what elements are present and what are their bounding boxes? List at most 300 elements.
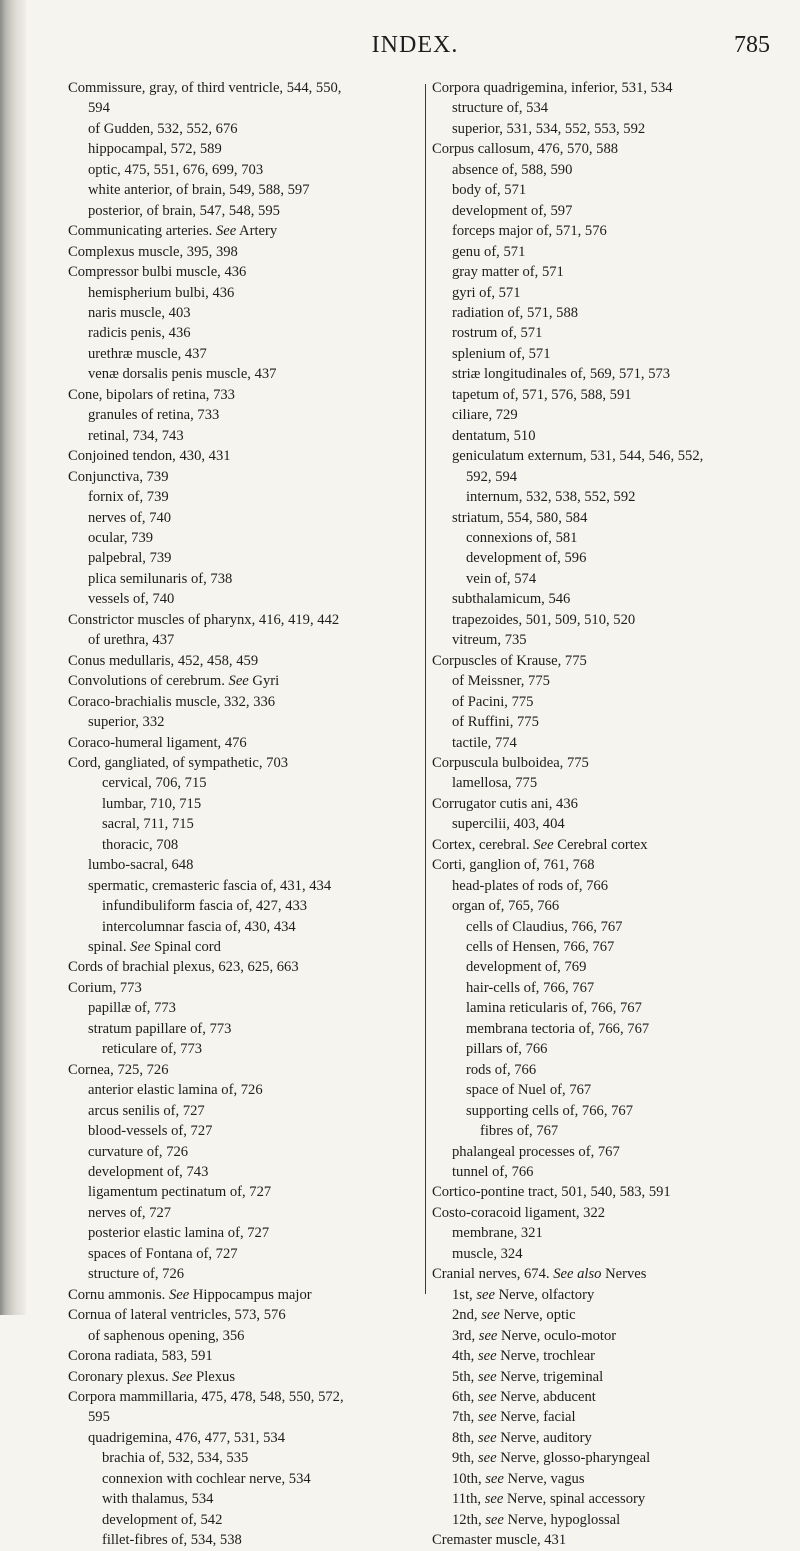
index-entry <box>68 283 416 303</box>
index-entry-text: intercolumnar fascia of, 430, 434 <box>102 918 296 935</box>
index-entry-text: granules of retina, 733 <box>88 407 220 424</box>
index-entry <box>68 528 416 548</box>
index-entry <box>432 364 788 384</box>
index-entry-text: phalangeal processes of, 767 <box>452 1143 620 1160</box>
index-entry <box>68 508 416 528</box>
index-entry <box>68 405 416 425</box>
index-entry <box>432 733 788 753</box>
index-entry <box>432 119 788 139</box>
index-entry-text: Corrugator cutis ani, 436 <box>432 795 578 812</box>
index-entry-text: organ of, 765, 766 <box>452 898 560 915</box>
index-entry <box>432 651 788 671</box>
index-entry <box>68 1019 416 1039</box>
cross-reference-target: Cerebral cortex <box>553 836 648 853</box>
index-entry-text: with thalamus, 534 <box>102 1491 214 1508</box>
index-entry <box>68 733 416 753</box>
index-entry-text: Constrictor muscles of pharynx, 416, 419, 442 <box>68 611 340 628</box>
index-entry <box>68 98 416 118</box>
index-entry <box>68 1530 416 1550</box>
index-entry <box>432 855 788 875</box>
index-entry-text: hair-cells of, 766, 767 <box>466 979 595 996</box>
index-entry <box>432 1264 788 1284</box>
index-entry-text: connexions of, 581 <box>466 529 578 546</box>
index-entry-text: stratum papillare of, 773 <box>88 1020 232 1037</box>
index-entry-text: pillars of, 766 <box>466 1041 548 1058</box>
index-entry <box>432 446 788 466</box>
index-entry <box>432 712 788 732</box>
index-entry-text: Corpora mammillaria, 475, 478, 548, 550, 572, <box>68 1389 344 1405</box>
index-entry-text: Cornua of lateral ventricles, 573, 576 <box>68 1307 286 1324</box>
index-entry <box>432 1244 788 1264</box>
index-entry <box>68 651 416 671</box>
index-entry-text: Cornu ammonis. <box>68 1286 169 1303</box>
index-entry-text: striæ longitudinales of, 569, 571, 573 <box>452 366 671 383</box>
index-entry-text: Convolutions of cerebrum. <box>68 673 229 690</box>
index-entry <box>68 1387 416 1407</box>
index-entry <box>432 978 788 998</box>
index-entry <box>432 589 788 609</box>
index-entry <box>68 1080 416 1100</box>
cross-reference-see: See also <box>553 1266 602 1283</box>
index-entry <box>68 1182 416 1202</box>
index-entry-text: retinal, 734, 743 <box>88 427 184 444</box>
index-entry-text: 12th, <box>452 1511 486 1528</box>
index-entry <box>432 1428 788 1448</box>
index-entry-text: membrane, 321 <box>452 1225 543 1242</box>
index-entry-text: Corti, ganglion of, 761, 768 <box>432 857 595 874</box>
index-entry <box>432 262 788 282</box>
index-entry <box>68 1469 416 1489</box>
index-entry <box>432 467 788 487</box>
index-entry <box>68 937 416 957</box>
index-entry <box>68 1285 416 1305</box>
index-entry-text: Conus medullaris, 452, 458, 459 <box>68 652 259 669</box>
index-entry <box>432 1223 788 1243</box>
index-entry <box>432 385 788 405</box>
index-entry <box>432 180 788 200</box>
index-entry <box>432 1101 788 1121</box>
cross-reference-target: Nerve, trochlear <box>496 1348 596 1365</box>
index-entry-text: 10th, <box>452 1470 486 1487</box>
index-entry-text: spinal. <box>88 939 131 956</box>
index-entry <box>68 1510 416 1530</box>
index-entry-text: Cremaster muscle, 431 <box>432 1532 567 1549</box>
cross-reference-target: Nerve, spinal accessory <box>503 1491 646 1508</box>
index-entry-text: tactile, 774 <box>452 734 517 751</box>
index-entry <box>68 119 416 139</box>
index-entry <box>68 385 416 405</box>
index-entry-text: posterior, of brain, 547, 548, 595 <box>88 202 280 219</box>
index-entry-text: plica semilunaris of, 738 <box>88 570 233 587</box>
index-entry-text: splenium of, 571 <box>452 345 551 362</box>
index-entry-text: vein of, 574 <box>466 570 537 587</box>
cross-reference-see: see <box>477 1389 497 1405</box>
index-entry <box>68 876 416 896</box>
index-entry-text: posterior elastic lamina of, 727 <box>88 1225 270 1242</box>
index-entry <box>432 1060 788 1080</box>
index-entry <box>68 1101 416 1121</box>
index-entry-text: Corona radiata, 583, 591 <box>68 1348 213 1365</box>
index-entry-text: internum, 532, 538, 552, 592 <box>466 489 636 506</box>
index-entry-text: thoracic, 708 <box>102 836 179 853</box>
index-entry-text: fibres of, 767 <box>480 1123 559 1140</box>
index-entry-text: structure of, 726 <box>88 1266 185 1283</box>
index-entry <box>68 1407 416 1427</box>
index-entry <box>432 1469 788 1489</box>
index-entry-text: urethræ muscle, 437 <box>88 345 207 362</box>
index-entry-text: quadrigemina, 476, 477, 531, 534 <box>88 1429 285 1446</box>
index-entry <box>432 1182 788 1202</box>
index-entry-text: spermatic, cremasteric fascia of, 431, 434 <box>88 877 332 894</box>
cross-reference-see: See <box>168 1286 190 1303</box>
index-entry-text: nerves of, 740 <box>88 509 172 526</box>
index-entry-text: anterior elastic lamina of, 726 <box>88 1082 263 1099</box>
book-spine-shadow <box>0 0 26 1315</box>
index-entry-text: nerves of, 727 <box>88 1204 172 1221</box>
cross-reference-target: Nerve, hypoglossal <box>503 1511 621 1528</box>
index-entry-text: fillet-fibres of, 534, 538 <box>102 1532 242 1549</box>
index-entry-text: spaces of Fontana of, 727 <box>88 1245 238 1262</box>
index-entry-text: dentatum, 510 <box>452 427 536 444</box>
index-entry <box>432 692 788 712</box>
index-entry-text: development of, 743 <box>88 1164 209 1181</box>
index-entry-text: Cortex, cerebral. <box>432 836 534 853</box>
index-entry-text: gyri of, 571 <box>452 284 521 301</box>
cross-reference-see: See <box>130 939 151 956</box>
index-entry-text: brachia of, 532, 534, 535 <box>102 1450 249 1467</box>
cross-reference-target: Artery <box>236 223 278 240</box>
index-entry-text: subthalamicum, 546 <box>452 591 571 608</box>
cross-reference-target: Nerve, auditory <box>496 1429 592 1446</box>
index-entry-text: of Meissner, 775 <box>452 673 550 690</box>
index-entry <box>432 630 788 650</box>
index-entry <box>432 1080 788 1100</box>
index-entry <box>432 835 788 855</box>
index-entry <box>432 957 788 977</box>
index-entry <box>432 508 788 528</box>
index-entry <box>432 303 788 323</box>
index-entry-text: body of, 571 <box>452 182 527 199</box>
index-entry <box>432 283 788 303</box>
index-entry <box>432 1203 788 1223</box>
index-entry <box>68 630 416 650</box>
index-entry <box>68 1448 416 1468</box>
index-entry <box>68 1162 416 1182</box>
index-entry <box>432 1346 788 1366</box>
index-entry-text: Coraco-brachialis muscle, 332, 336 <box>68 693 276 710</box>
index-entry <box>68 712 416 732</box>
index-entry-text: lamina reticularis of, 766, 767 <box>466 1000 642 1017</box>
index-entry-text: development of, 596 <box>466 550 587 567</box>
index-entry <box>432 98 788 118</box>
index-entry <box>68 998 416 1018</box>
index-entry <box>68 1428 416 1448</box>
index-entry-text: 8th, <box>452 1429 478 1446</box>
index-entry-text: rostrum of, 571 <box>452 325 543 342</box>
index-entry <box>68 773 416 793</box>
index-entry-text: Corpuscula bulboidea, 775 <box>432 754 589 771</box>
index-entry <box>432 569 788 589</box>
index-entry <box>68 835 416 855</box>
index-entry-text: lamellosa, 775 <box>452 775 538 792</box>
index-entry <box>432 1367 788 1387</box>
index-entry <box>432 1448 788 1468</box>
index-entry <box>68 814 416 834</box>
index-entry <box>432 753 788 773</box>
index-entry <box>68 446 416 466</box>
index-entry <box>68 569 416 589</box>
index-entry-text: Cord, gangliated, of sympathetic, 703 <box>68 754 289 771</box>
index-entry <box>68 610 416 630</box>
index-entry-text: 594 <box>88 100 110 117</box>
index-entry-text: Conjunctiva, 739 <box>68 468 169 485</box>
index-entry <box>68 221 416 241</box>
index-entry-text: of saphenous opening, 356 <box>88 1327 245 1344</box>
index-entry-text: of Ruffini, 775 <box>452 714 539 731</box>
index-entry <box>68 344 416 364</box>
index-entry <box>432 671 788 691</box>
index-entry <box>68 1223 416 1243</box>
index-entry-text: of Pacini, 775 <box>452 693 534 710</box>
cross-reference-see: See <box>172 1368 193 1385</box>
index-entry <box>68 180 416 200</box>
index-entry <box>432 1305 788 1325</box>
cross-reference-see: see <box>476 1286 495 1303</box>
index-entry <box>68 487 416 507</box>
index-entry-text: 2nd, <box>452 1307 482 1324</box>
index-entry-text: venæ dorsalis penis muscle, 437 <box>88 366 277 383</box>
index-entry-text: reticulare of, 773 <box>102 1041 203 1058</box>
cross-reference-target: Hippocampus major <box>189 1286 312 1303</box>
index-entry-text: ciliare, 729 <box>452 407 518 424</box>
index-entry-text: tunnel of, 766 <box>452 1164 534 1181</box>
index-entry-text: membrana tectoria of, 766, 767 <box>466 1020 650 1037</box>
index-entry <box>68 1060 416 1080</box>
index-entry <box>432 1387 788 1407</box>
cross-reference-target: Plexus <box>192 1368 236 1385</box>
index-entry-text: optic, 475, 551, 676, 699, 703 <box>88 161 264 178</box>
index-entry <box>68 1489 416 1509</box>
index-entry <box>68 303 416 323</box>
index-entry <box>68 78 416 98</box>
index-entry <box>68 242 416 262</box>
index-entry-text: Complexus muscle, 395, 398 <box>68 243 238 260</box>
cross-reference-target: Nerves <box>601 1266 647 1283</box>
index-entry-text: cells of Hensen, 766, 767 <box>466 939 615 956</box>
index-entry <box>68 1244 416 1264</box>
cross-reference-target: Nerve, vagus <box>503 1470 585 1487</box>
index-entry-text: 9th, <box>452 1450 478 1467</box>
index-column-left <box>68 78 416 1551</box>
index-entry <box>432 528 788 548</box>
index-entry-text: Coraco-humeral ligament, 476 <box>68 734 247 751</box>
index-entry <box>68 794 416 814</box>
index-entry-text: lumbo-sacral, 648 <box>88 857 194 874</box>
page-title: INDEX. <box>371 32 459 58</box>
index-entry <box>432 242 788 262</box>
index-entry <box>68 323 416 343</box>
index-entry <box>432 1530 788 1550</box>
index-entry-text: of urethra, 437 <box>88 632 175 649</box>
index-entry-text: curvature of, 726 <box>88 1143 189 1160</box>
index-entry <box>432 998 788 1018</box>
cross-reference-target: Nerve, trigeminal <box>496 1368 604 1385</box>
index-entry <box>432 323 788 343</box>
index-entry <box>432 160 788 180</box>
index-entry <box>432 1326 788 1346</box>
cross-reference-target: Nerve, abducent <box>496 1389 596 1405</box>
index-entry-text: lumbar, 710, 715 <box>102 795 202 812</box>
index-entry-text: structure of, 534 <box>452 100 549 117</box>
index-entry-text: cells of Claudius, 766, 767 <box>466 918 623 935</box>
index-entry-text: cervical, 706, 715 <box>102 775 207 792</box>
index-entry-text: geniculatum externum, 531, 544, 546, 552, <box>452 448 704 465</box>
index-entry <box>68 548 416 568</box>
index-entry <box>432 487 788 507</box>
index-entry-text: striatum, 554, 580, 584 <box>452 509 588 526</box>
index-entry-text: of Gudden, 532, 552, 676 <box>88 120 238 137</box>
index-entry <box>432 139 788 159</box>
index-entry-text: blood-vessels of, 727 <box>88 1123 213 1140</box>
index-entry-text: development of, 597 <box>452 202 573 219</box>
index-entry-text: genu of, 571 <box>452 243 526 260</box>
index-entry-text: 6th, <box>452 1389 478 1405</box>
index-entry <box>68 1142 416 1162</box>
index-entry-text: ligamentum pectinatum of, 727 <box>88 1184 272 1201</box>
index-entry <box>68 1367 416 1387</box>
index-entry-text: development of, 542 <box>102 1511 223 1528</box>
index-entry <box>68 896 416 916</box>
index-entry-text: white anterior, of brain, 549, 588, 597 <box>88 182 310 199</box>
index-entry-text: space of Nuel of, 767 <box>466 1082 592 1099</box>
index-entry-text: absence of, 588, 590 <box>452 161 573 178</box>
index-entry <box>68 1121 416 1141</box>
index-entry <box>432 610 788 630</box>
index-entry-text: 5th, <box>452 1368 478 1385</box>
cross-reference-target: Nerve, olfactory <box>494 1286 595 1303</box>
index-entry-text: 11th, <box>452 1491 485 1508</box>
index-entry <box>68 467 416 487</box>
index-entry <box>432 1510 788 1530</box>
index-entry-text: head-plates of rods of, 766 <box>452 877 609 894</box>
index-entry <box>432 201 788 221</box>
index-entry-text: Conjoined tendon, 430, 431 <box>68 448 231 465</box>
index-entry-text: Cornea, 725, 726 <box>68 1061 169 1078</box>
cross-reference-see: see <box>481 1307 500 1324</box>
index-entry-text: fornix of, 739 <box>88 489 169 506</box>
index-entry <box>432 1489 788 1509</box>
index-entry-text: palpebral, 739 <box>88 550 172 567</box>
index-entry <box>432 344 788 364</box>
index-entry-text: 592, 594 <box>466 468 518 485</box>
cross-reference-see: See <box>228 673 249 690</box>
index-entry <box>68 978 416 998</box>
index-entry <box>68 855 416 875</box>
index-entry-text: gray matter of, 571 <box>452 264 564 281</box>
index-entry-text: hippocampal, 572, 589 <box>88 141 222 158</box>
cross-reference-target: Gyri <box>248 673 280 690</box>
index-entry-text: rods of, 766 <box>466 1061 537 1078</box>
index-entry-text: Coronary plexus. <box>68 1368 173 1385</box>
index-entry-text: supporting cells of, 766, 767 <box>466 1102 634 1119</box>
index-entry <box>432 937 788 957</box>
cross-reference-see: see <box>478 1327 498 1344</box>
cross-reference-see: see <box>477 1429 497 1446</box>
index-entry <box>432 1285 788 1305</box>
index-column-right <box>432 78 788 1551</box>
index-entry-text: 7th, <box>452 1409 478 1426</box>
index-entry-text: Communicating arteries. <box>68 223 216 240</box>
index-entry <box>68 201 416 221</box>
index-entry-text: radiation of, 571, 588 <box>452 304 579 321</box>
index-entry-text: naris muscle, 403 <box>88 304 191 321</box>
cross-reference-target: Nerve, optic <box>499 1307 576 1324</box>
page-number: 785 <box>734 32 770 58</box>
index-entry <box>432 773 788 793</box>
index-entry-text: Corpora quadrigemina, inferior, 531, 534 <box>432 80 673 96</box>
index-entry-text: Corpuscles of Krause, 775 <box>432 652 587 669</box>
cross-reference-see: see <box>485 1511 504 1528</box>
index-entry <box>68 753 416 773</box>
index-entry <box>432 548 788 568</box>
index-entry-text: development of, 769 <box>466 959 587 976</box>
index-entry-text: Cranial nerves, 674. <box>432 1266 554 1283</box>
index-entry <box>68 692 416 712</box>
index-entry-text: Cone, bipolars of retina, 733 <box>68 386 235 403</box>
cross-reference-see: see <box>485 1470 504 1487</box>
index-entry-text: Costo-coracoid ligament, 322 <box>432 1204 606 1221</box>
index-entry-text: trapezoides, 501, 509, 510, 520 <box>452 611 636 628</box>
cross-reference-see: see <box>477 1450 497 1467</box>
index-entry-text: 4th, <box>452 1348 478 1365</box>
cross-reference-target: Nerve, oculo-motor <box>497 1327 617 1344</box>
index-entry-text: Cords of brachial plexus, 623, 625, 663 <box>68 959 299 976</box>
index-entry-text: infundibuliform fascia of, 427, 433 <box>102 898 308 915</box>
index-entry-text: muscle, 324 <box>452 1245 523 1262</box>
index-entry-text: hemispherium bulbi, 436 <box>88 284 235 301</box>
index-entry <box>432 814 788 834</box>
index-entry <box>432 1407 788 1427</box>
index-entry <box>432 1039 788 1059</box>
index-entry-text: 1st, <box>452 1286 477 1303</box>
index-entry <box>432 405 788 425</box>
index-entry-text: Corpus callosum, 476, 570, 588 <box>432 141 619 158</box>
index-entry <box>432 1121 788 1141</box>
index-entry <box>432 1019 788 1039</box>
cross-reference-target: Nerve, glosso-pharyngeal <box>496 1450 651 1467</box>
index-entry <box>68 1346 416 1366</box>
index-entry <box>68 262 416 282</box>
index-entry-text: supercilii, 403, 404 <box>452 816 565 833</box>
index-entry <box>432 876 788 896</box>
cross-reference-see: see <box>484 1491 504 1508</box>
index-entry <box>68 917 416 937</box>
index-entry-text: radicis penis, 436 <box>88 325 191 342</box>
index-entry <box>432 896 788 916</box>
index-entry <box>432 78 788 98</box>
index-entry-text: tapetum of, 571, 576, 588, 591 <box>452 386 632 403</box>
index-entry <box>432 221 788 241</box>
index-entry <box>68 160 416 180</box>
index-entry <box>68 1305 416 1325</box>
index-entry-text: superior, 332 <box>88 714 165 731</box>
cross-reference-target: Nerve, facial <box>496 1409 576 1426</box>
index-entry <box>68 1326 416 1346</box>
index-entry-text: ocular, 739 <box>88 529 154 546</box>
index-entry-text: papillæ of, 773 <box>88 1000 176 1017</box>
index-entry <box>68 364 416 384</box>
index-entry <box>68 1203 416 1223</box>
